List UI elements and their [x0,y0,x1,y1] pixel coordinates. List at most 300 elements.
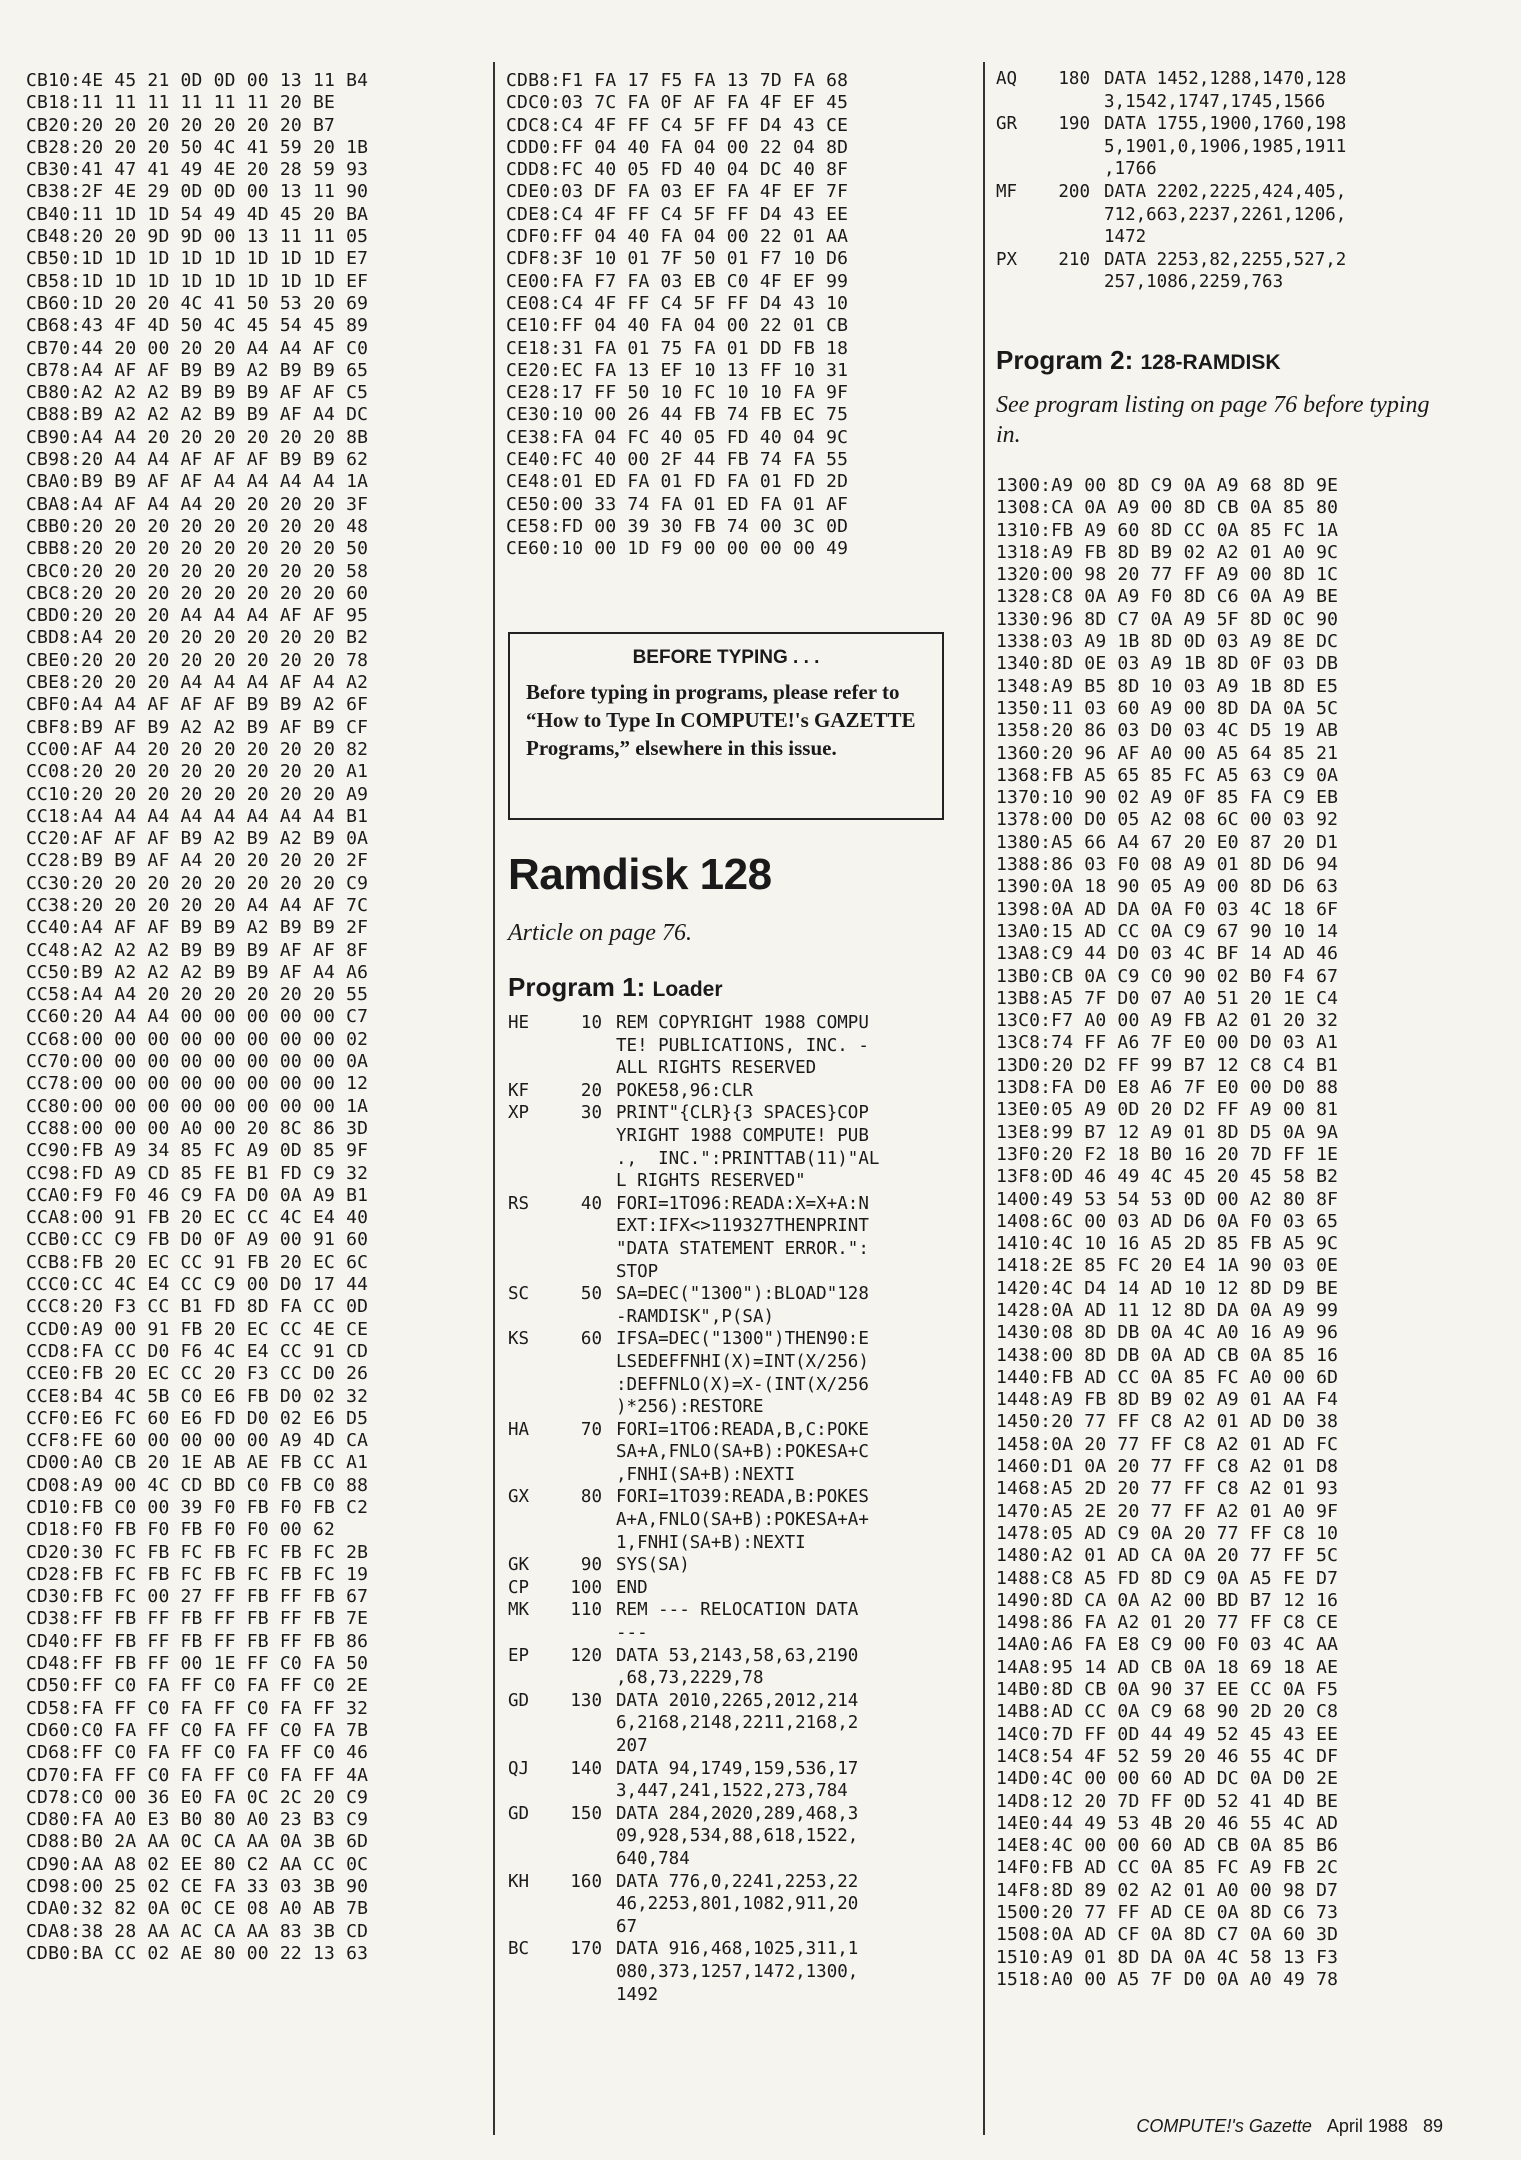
hex-line: 1488:C8 A5 FD 8D C9 0A A5 FE D7 [996,1567,1339,1589]
line-number [552,1396,616,1419]
hex-line: CD20:30 FC FB FC FB FC FB FC 2B [26,1541,369,1563]
hex-line: 1458:0A 20 77 FF C8 A2 01 AD FC [996,1433,1339,1455]
hex-line: CD68:FF C0 FA FF C0 FA FF C0 46 [26,1742,369,1764]
hex-line: 1400:49 53 54 53 0D 00 A2 80 8F [996,1188,1339,1210]
line-number: 190 [1058,114,1090,135]
checksum [508,1509,552,1532]
hex-line: CC70:00 00 00 00 00 00 00 00 0A [26,1051,369,1073]
code-text: END [616,1577,648,1598]
hex-line: 1410:4C 10 16 A5 2D 85 FB A5 9C [996,1233,1339,1255]
checksum [508,1441,552,1464]
code-text: 257,1086,2259,763 [1104,272,1284,293]
code-text: "DATA STATEMENT ERROR.": [616,1238,869,1259]
hex-line: CC30:20 20 20 20 20 20 20 20 C9 [26,872,369,894]
code-text: DATA 53,2143,58,63,2190 [616,1645,859,1666]
line-number [552,1712,616,1735]
line-number: 160 [570,1871,602,1892]
hex-line: 1480:A2 01 AD CA 0A 20 77 FF 5C [996,1545,1339,1567]
checksum [508,1735,552,1758]
line-number: 80 [580,1487,602,1508]
hex-line: CBC0:20 20 20 20 20 20 20 20 58 [26,560,369,582]
line-number [1040,204,1104,227]
checksum [996,271,1040,294]
hex-line: CD28:FB FC FB FC FB FC FB FC 19 [26,1563,369,1585]
code-text: REM COPYRIGHT 1988 COMPU [616,1013,869,1033]
checksum [508,1306,552,1329]
program-line [508,1057,978,1080]
line-number [552,1441,616,1464]
hex-line: 1310:FB A9 60 8D CC 0A 85 FC 1A [996,519,1339,541]
line-number [552,1464,616,1487]
line-number [552,1509,616,1532]
code-text: ,FNHI(SA+B):NEXTI [616,1464,796,1485]
line-number [552,1306,616,1329]
code-text: 207 [616,1736,648,1756]
line-number: 100 [570,1577,602,1598]
line-number: 200 [1058,181,1090,202]
hex-line: CE60:10 00 1D F9 00 00 00 00 49 [506,538,849,560]
code-text: 1472 [1104,227,1147,248]
hex-line: 14E8:4C 00 00 60 AD CB 0A 85 B6 [996,1835,1339,1857]
checksum [508,1848,552,1871]
line-number [552,1238,616,1261]
hex-line: CBF0:A4 A4 AF AF AF B9 B9 A2 6F [26,694,369,716]
hex-line: 1328:C8 0A A9 F0 8D C6 0A A9 BE [996,586,1339,608]
hex-line: 1508:0A AD CF 0A 8D C7 0A 60 3D [996,1924,1339,1946]
hex-line: CC18:A4 A4 A4 A4 A4 A4 A4 A4 B1 [26,805,369,827]
program-line [508,1984,978,2007]
hex-line: 1438:00 8D DB 0A AD CB 0A 85 16 [996,1344,1339,1366]
program-line [508,1125,978,1148]
hex-line: 13D8:FA D0 E8 A6 7F E0 00 D0 88 [996,1077,1339,1099]
hex-line: 1498:86 FA A2 01 20 77 FF C8 CE [996,1612,1339,1634]
program-line [996,181,1466,204]
checksum: EP [508,1645,530,1666]
checksum [508,1984,552,2007]
hex-line: CBC8:20 20 20 20 20 20 20 20 60 [26,582,369,604]
code-text: YRIGHT 1988 COMPUTE! PUB [616,1125,869,1146]
hex-line: 1398:0A AD DA 0A F0 03 4C 18 6F [996,898,1339,920]
hex-line: CE38:FA 04 FC 40 05 FD 40 04 9C [506,426,849,448]
code-text: 1,FNHI(SA+B):NEXTI [616,1532,806,1553]
line-number [552,1667,616,1690]
program-line [508,1645,978,1668]
program1-name: Loader [652,978,723,1001]
program-line [508,1283,978,1306]
hex-line: 1330:96 8D C7 0A A9 5F 8D 0C 90 [996,608,1339,630]
hex-line: CBE8:20 20 20 A4 A4 A4 AF A4 A2 [26,672,369,694]
page-footer [1136,2116,1443,2137]
code-text: PRINT"{CLR}{3 SPACES}COP [616,1103,869,1124]
hex-line: CD00:A0 CB 20 1E AB AE FB CC A1 [26,1452,369,1474]
checksum: KS [508,1329,530,1350]
line-number [1040,271,1104,294]
line-number: 30 [580,1103,602,1124]
hex-line: 14F8:8D 89 02 A2 01 A0 00 98 D7 [996,1879,1339,1901]
hex-line: CDE0:03 DF FA 03 EF FA 4F EF 7F [506,181,849,203]
program-line [996,68,1466,91]
hex-line: CB38:2F 4E 29 0D 0D 00 13 11 90 [26,181,369,203]
hex-line: CB30:41 47 41 49 4E 20 28 59 93 [26,159,369,181]
program-line [508,1599,978,1622]
hex-line: 1470:A5 2E 20 77 FF A2 01 A0 9F [996,1500,1339,1522]
hex-line: 13F8:0D 46 49 4C 45 20 45 58 B2 [996,1166,1339,1188]
hex-line: CC88:00 00 00 A0 00 20 8C 86 3D [26,1117,369,1139]
checksum [508,1125,552,1148]
hex-line: CB50:1D 1D 1D 1D 1D 1D 1D 1D E7 [26,248,369,270]
hex-line: CDC8:C4 4F FF C4 5F FF D4 43 CE [506,114,849,136]
hex-line: 13D0:20 D2 FF 99 B7 12 C8 C4 B1 [996,1054,1339,1076]
hex-line: CBB0:20 20 20 20 20 20 20 20 48 [26,515,369,537]
code-text: DATA 776,0,2241,2253,22 [616,1871,859,1892]
line-number [552,1848,616,1871]
hex-line: CCB0:CC C9 FB D0 0F A9 00 91 60 [26,1229,369,1251]
hex-line: CD70:FA FF C0 FA FF C0 FA FF 4A [26,1764,369,1786]
program-line [508,1441,978,1464]
code-text: DATA 94,1749,159,536,17 [616,1758,859,1779]
hex-line: 1478:05 AD C9 0A 20 77 FF C8 10 [996,1522,1339,1544]
checksum [508,1238,552,1261]
program-line [508,1893,978,1916]
hex-line: CBF8:B9 AF B9 A2 A2 B9 AF B9 CF [26,716,369,738]
program-line [508,1509,978,1532]
program-line [508,1780,978,1803]
program-line [508,1464,978,1487]
program-line [508,1554,978,1577]
hex-listing-column-3 [996,475,1496,1991]
hex-line: 1388:86 03 F0 08 A9 01 8D D6 94 [996,854,1339,876]
line-number [552,1984,616,2007]
hex-line: CB58:1D 1D 1D 1D 1D 1D 1D 1D EF [26,270,369,292]
checksum: GR [996,114,1018,135]
line-number: 170 [570,1939,602,1960]
hex-line: 14D8:12 20 7D FF 0D 52 41 4D BE [996,1790,1339,1812]
hex-line: 1318:A9 FB 8D B9 02 A2 01 A0 9C [996,541,1339,563]
hex-line: CC48:A2 A2 A2 B9 B9 B9 AF AF 8F [26,939,369,961]
program-line [508,1306,978,1329]
program-line [508,1328,978,1351]
program-line [508,1938,978,1961]
hex-line: CB10:4E 45 21 0D 0D 00 13 11 B4 [26,70,369,91]
hex-line: 1360:20 96 AF A0 00 A5 64 85 21 [996,742,1339,764]
checksum [508,1261,552,1284]
checksum: HE [508,1013,530,1033]
hex-line: CD58:FA FF C0 FA FF C0 FA FF 32 [26,1697,369,1719]
hex-line: 1308:CA 0A A9 00 8D CB 0A 85 80 [996,497,1339,519]
hex-line: 14C0:7D FF 0D 44 49 52 45 43 EE [996,1723,1339,1745]
line-number [552,1622,616,1645]
hex-line: CC10:20 20 20 20 20 20 20 20 A9 [26,783,369,805]
hex-line: CB98:20 A4 A4 AF AF AF B9 B9 62 [26,449,369,471]
checksum [508,1148,552,1171]
code-text: FORI=1TO96:READA:X=X+A:N [616,1193,869,1214]
hex-line: CD50:FF C0 FA FF C0 FA FF C0 2E [26,1675,369,1697]
code-text: SA=DEC("1300"):BLOAD"128 [616,1284,869,1305]
checksum: GX [508,1487,530,1508]
checksum [996,136,1040,159]
hex-line: CB40:11 1D 1D 54 49 4D 45 20 BA [26,203,369,225]
line-number [552,1261,616,1284]
line-number [552,1035,616,1058]
hex-line: CC98:FD A9 CD 85 FE B1 FD C9 32 [26,1162,369,1184]
code-text: POKE58,96:CLR [616,1080,753,1101]
checksum [508,1215,552,1238]
program-line [508,1193,978,1216]
program2-heading [996,345,1281,376]
hex-line: CDD0:FF 04 40 FA 04 00 22 04 8D [506,136,849,158]
hex-line: CBD8:A4 20 20 20 20 20 20 20 B2 [26,627,369,649]
hex-line: CBD0:20 20 20 A4 A4 A4 AF AF 95 [26,605,369,627]
program-line [508,1486,978,1509]
code-text: )*256):RESTORE [616,1397,764,1418]
hex-line: CC68:00 00 00 00 00 00 00 00 02 [26,1028,369,1050]
checksum [508,1712,552,1735]
hex-line: CD88:B0 2A AA 0C CA AA 0A 3B 6D [26,1831,369,1853]
hex-line: 1420:4C D4 14 AD 10 12 8D D9 BE [996,1277,1339,1299]
hex-line: 13C0:F7 A0 00 A9 FB A2 01 20 32 [996,1010,1339,1032]
code-text: REM --- RELOCATION DATA [616,1600,859,1621]
program-line [508,1170,978,1193]
checksum: PX [996,249,1018,270]
hex-line: 1390:0A 18 90 05 A9 00 8D D6 63 [996,876,1339,898]
hex-line: CCE8:B4 4C 5B C0 E6 FB D0 02 32 [26,1385,369,1407]
hex-line: 1338:03 A9 1B 8D 0D 03 A9 8E DC [996,631,1339,653]
code-text: 5,1901,0,1906,1985,1911 [1104,136,1347,157]
hex-line: CBA8:A4 AF A4 A4 20 20 20 20 3F [26,493,369,515]
program-line [508,1396,978,1419]
line-number: 10 [580,1013,602,1033]
program-line [508,1102,978,1125]
program2-note: See program listing on page 76 before typing in. [996,392,1430,448]
column-rule [493,62,495,2135]
hex-line: 1518:A0 00 A5 7F D0 0A A0 49 78 [996,1968,1339,1990]
line-number: 70 [580,1419,602,1440]
hex-line: CC90:FB A9 34 85 FC A9 0D 85 9F [26,1140,369,1162]
hex-line: CCE0:FB 20 EC CC 20 F3 CC D0 26 [26,1363,369,1385]
hex-line: CD78:C0 00 36 E0 FA 0C 2C 20 C9 [26,1786,369,1808]
checksum: GK [508,1555,530,1576]
program-line [508,1916,978,1939]
hex-line: CD98:00 25 02 CE FA 33 03 3B 90 [26,1876,369,1898]
program-line [508,1871,978,1894]
program-line [508,1622,978,1645]
hex-line: CDA0:32 82 0A 0C CE 08 A0 AB 7B [26,1898,369,1920]
hex-line: 14B8:AD CC 0A C9 68 90 2D 20 C8 [996,1701,1339,1723]
checksum [508,1780,552,1803]
hex-line: CCF8:FE 60 00 00 00 00 A9 4D CA [26,1430,369,1452]
program-line [996,91,1466,114]
line-number: 110 [570,1600,602,1621]
line-number [552,1780,616,1803]
hex-line: CE08:C4 4F FF C4 5F FF D4 43 10 [506,292,849,314]
line-number: 20 [580,1080,602,1101]
hex-line: 13E0:05 A9 0D 20 D2 FF A9 00 81 [996,1099,1339,1121]
hex-line: CDD8:FC 40 05 FD 40 04 DC 40 8F [506,159,849,181]
program-line [508,1825,978,1848]
hex-line: CC78:00 00 00 00 00 00 00 00 12 [26,1073,369,1095]
hex-line: 1370:10 90 02 A9 0F 85 FA C9 EB [996,787,1339,809]
hex-line: 1510:A9 01 8D DA 0A 4C 58 13 F3 [996,1946,1339,1968]
code-text: DATA 2253,82,2255,527,2 [1104,249,1347,270]
checksum: KH [508,1871,530,1892]
checksum: AQ [996,69,1018,89]
hex-line: 1468:A5 2D 20 77 FF C8 A2 01 93 [996,1478,1339,1500]
line-number [552,1916,616,1939]
hex-line: CCC8:20 F3 CC B1 FD 8D FA CC 0D [26,1296,369,1318]
hex-line: 1450:20 77 FF C8 A2 01 AD D0 38 [996,1411,1339,1433]
checksum: GD [508,1803,530,1824]
program-line [996,136,1466,159]
checksum [508,1532,552,1555]
checksum [508,1351,552,1374]
article-subtitle: Article on page 76. [508,920,692,946]
hex-line: CD18:F0 FB F0 FB F0 F0 00 62 [26,1519,336,1541]
hex-line: CD38:FF FB FF FB FF FB FF FB 7E [26,1608,369,1630]
hex-line: CDF0:FF 04 40 FA 04 00 22 01 AA [506,226,849,248]
code-text: LSEDEFFNHI(X)=INT(X/256) [616,1351,869,1372]
hex-listing-column-1 [26,70,488,1965]
hex-line: CB70:44 20 00 20 20 A4 A4 AF C0 [26,337,369,359]
code-text: L RIGHTS RESERVED" [616,1171,806,1192]
code-text: SYS(SA) [616,1555,690,1576]
line-number [552,1825,616,1848]
program-line [508,1238,978,1261]
line-number: 210 [1058,249,1090,270]
checksum: MF [996,181,1018,202]
hex-line: CCA0:F9 F0 46 C9 FA D0 0A A9 B1 [26,1184,369,1206]
program1-heading [508,972,723,1003]
code-text: 712,663,2237,2261,1206, [1104,204,1347,225]
checksum [508,1170,552,1193]
code-text: 6,2168,2148,2211,2168,2 [616,1713,859,1734]
hex-line: 1368:FB A5 65 85 FC A5 63 C9 0A [996,764,1339,786]
line-number [1040,91,1104,114]
hex-line: 13B0:CB 0A C9 C0 90 02 B0 F4 67 [996,965,1339,987]
program-line [508,1532,978,1555]
code-text: DATA 2202,2225,424,405, [1104,181,1347,202]
hex-line: 1428:0A AD 11 12 8D DA 0A A9 99 [996,1299,1339,1321]
hex-line: CB78:A4 AF AF B9 B9 A2 B9 B9 65 [26,359,369,381]
hex-line: 14E0:44 49 53 4B 20 46 55 4C AD [996,1812,1339,1834]
line-number [552,1374,616,1397]
line-number [1040,226,1104,249]
hex-line: CC50:B9 A2 A2 A2 B9 B9 AF A4 A6 [26,961,369,983]
before-typing-box [508,632,944,820]
program2-label: Program 2: [996,345,1134,375]
hex-line: CDB0:BA CC 02 AE 80 00 22 13 63 [26,1942,369,1964]
hex-line: CE18:31 FA 01 75 FA 01 DD FB 18 [506,337,849,359]
footer-magazine: COMPUTE!'s Gazette [1136,2116,1312,2136]
hex-line: CCF0:E6 FC 60 E6 FD D0 02 E6 D5 [26,1407,369,1429]
checksum [508,1396,552,1419]
code-text: 3,447,241,1522,273,784 [616,1781,848,1802]
line-number: 130 [570,1690,602,1711]
program-line [508,1577,978,1600]
code-text: DATA 1452,1288,1470,128 [1104,69,1347,89]
line-number: 90 [580,1555,602,1576]
footer-page-number: 89 [1422,2116,1443,2136]
checksum: BC [508,1939,530,1960]
program-line [996,271,1466,294]
code-text: 3,1542,1747,1745,1566 [1104,91,1326,112]
hex-line: CDF8:3F 10 01 7F 50 01 F7 10 D6 [506,248,849,270]
checksum [508,1374,552,1397]
line-number: 40 [580,1193,602,1214]
hex-line: CCA8:00 91 FB 20 EC CC 4C E4 40 [26,1207,369,1229]
code-text: ALL RIGHTS RESERVED [616,1058,817,1079]
program-line [508,1848,978,1871]
article-title: Ramdisk 128 [508,850,772,899]
hex-line: 1350:11 03 60 A9 00 8D DA 0A 5C [996,697,1339,719]
checksum [508,1916,552,1939]
hex-line: CD90:AA A8 02 EE 80 C2 AA CC 0C [26,1853,369,1875]
checksum [996,158,1040,181]
hex-line: CC80:00 00 00 00 00 00 00 00 1A [26,1095,369,1117]
checksum [508,1622,552,1645]
hex-line: CE20:EC FA 13 EF 10 13 FF 10 31 [506,359,849,381]
code-text: 640,784 [616,1848,690,1869]
line-number: 50 [580,1284,602,1305]
line-number [1040,136,1104,159]
code-text: DATA 284,2020,289,468,3 [616,1803,859,1824]
program1-listing [508,1012,978,2006]
line-number [552,1735,616,1758]
program-line [996,226,1466,249]
checksum [508,1035,552,1058]
hex-line: 13A0:15 AD CC 0A C9 67 90 10 14 [996,920,1339,942]
hex-line: CD40:FF FB FF FB FF FB FF FB 86 [26,1630,369,1652]
hex-line: CB18:11 11 11 11 11 11 20 BE [26,92,336,114]
hex-line: 13A8:C9 44 D0 03 4C BF 14 AD 46 [996,943,1339,965]
code-text: FORI=1TO6:READA,B,C:POKE [616,1419,869,1440]
hex-line: 1340:8D 0E 03 A9 1B 8D 0F 03 DB [996,653,1339,675]
hex-line: CE30:10 00 26 44 FB 74 FB EC 75 [506,404,849,426]
checksum [508,1825,552,1848]
hex-line: 14C8:54 4F 52 59 20 46 55 4C DF [996,1745,1339,1767]
line-number [552,1170,616,1193]
hex-line: CE58:FD 00 39 30 FB 74 00 3C 0D [506,515,849,537]
hex-line: 1320:00 98 20 77 FF A9 00 8D 1C [996,564,1339,586]
checksum [996,226,1040,249]
hex-line: 1440:FB AD CC 0A 85 FC A0 00 6D [996,1366,1339,1388]
checksum: MK [508,1600,530,1621]
checksum: RS [508,1193,530,1214]
hex-line: 13E8:99 B7 12 A9 01 8D D5 0A 9A [996,1121,1339,1143]
hex-line: CC08:20 20 20 20 20 20 20 20 A1 [26,761,369,783]
line-number [552,1057,616,1080]
program-line [508,1261,978,1284]
program-line [996,113,1466,136]
program-line [508,1035,978,1058]
code-text: 67 [616,1916,638,1937]
hex-line: CDE8:C4 4F FF C4 5F FF D4 43 EE [506,203,849,225]
program-line [508,1374,978,1397]
checksum [508,1667,552,1690]
line-number [1040,158,1104,181]
hex-line: 1378:00 D0 05 A2 08 6C 00 03 92 [996,809,1339,831]
program1-label: Program 1: [508,972,646,1002]
checksum [508,1893,552,1916]
hex-line: CD80:FA A0 E3 B0 80 A0 23 B3 C9 [26,1809,369,1831]
code-text: 080,373,1257,1472,1300, [616,1961,859,1982]
code-text: DATA 916,468,1025,311,1 [616,1939,859,1960]
code-text: 1492 [616,1984,659,2005]
code-text: STOP [616,1261,659,1282]
code-text: A+A,FNLO(SA+B):POKESA+A+ [616,1510,869,1531]
before-typing-text: Before typing in programs, please refer to “How to Type In COMPUTE!'s GAZETTE Programs,” elsewhere in this issue. [526,680,916,760]
hex-line: CE48:01 ED FA 01 FD FA 01 FD 2D [506,471,849,493]
hex-line: CE28:17 FF 50 10 FC 10 10 FA 9F [506,382,849,404]
